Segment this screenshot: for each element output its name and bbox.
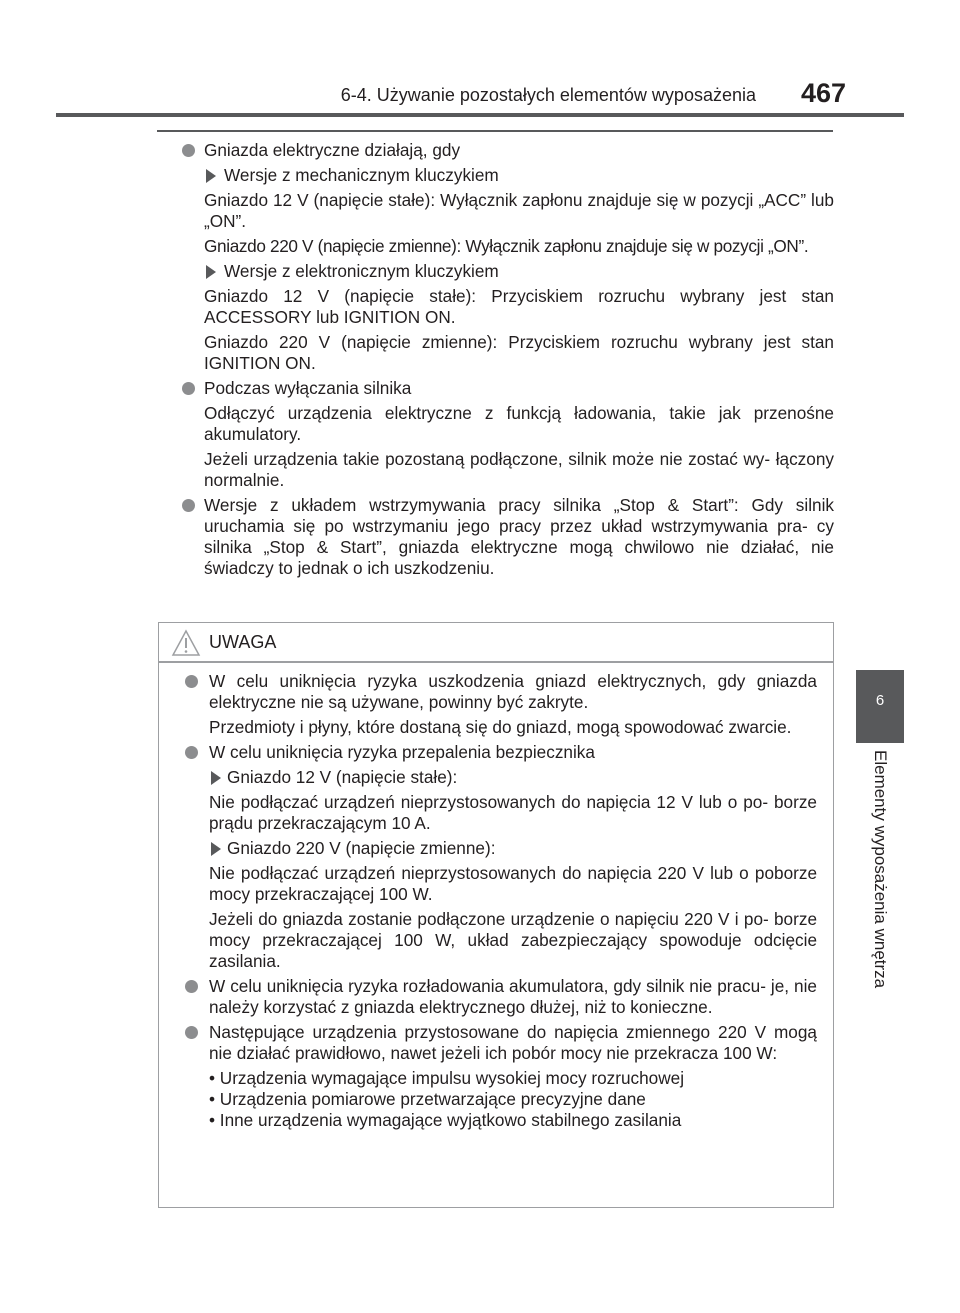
arrow-right-icon [206, 169, 216, 183]
paragraph: Jeżeli urządzenia takie pozostaną podłączone, silnik może nie zostać wy- łączony normalnie. [204, 449, 834, 490]
sub-heading [158, 165, 834, 186]
warning-bullet-item: Następujące urządzenia przystosowane do napięcia zmiennego 220 V mogą nie działać prawidłowo, nawet jeżeli ich pobór mocy nie przekracza 100 W: [159, 1022, 833, 1064]
side-chapter-tab [856, 670, 904, 743]
warning-header [159, 623, 833, 663]
arrow-right-icon [206, 265, 216, 279]
header-rule [56, 113, 904, 117]
warning-list [159, 1068, 833, 1131]
warning-sub-heading-text: Gniazdo 220 V (napięcie zmienne): [227, 838, 496, 858]
content-rule [157, 130, 833, 132]
chapter-number: 6 [875, 692, 885, 709]
header-title: 6-4. Używanie pozostałych elementów wyposażenia [340, 85, 756, 105]
warning-list-item: • Urządzenia pomiarowe przetwarzające precyzyjne dane [209, 1089, 646, 1109]
warning-sub-heading [159, 838, 833, 859]
sub-heading-text: Wersje z mechanicznym kluczykiem [224, 165, 499, 185]
warning-bullet-item: W celu uniknięcia ryzyka uszkodzenia gniazd elektrycznych, gdy gniazda elektryczne nie są używane, powinny być zakryte. [159, 671, 833, 713]
warning-body [159, 671, 833, 1135]
bullet-item: Wersje z układem wstrzymywania pracy silnika „Stop & Start”: Gdy silnik uruchamia się po wstrzymaniu jego pracy przez układ wstrzymywania pra- cy silnika „Stop & Start”, gniazda elektryczne mogą chwilowo nie działać, nie świadczy to jednak o ich uszkodzeniu. [158, 495, 834, 579]
paragraph: Gniazdo 220 V (napięcie zmienne): Przyciskiem rozruchu wybrany jest stan IGNITION ON. [204, 332, 834, 373]
warning-bullet-item: W celu uniknięcia ryzyka przepalenia bezpiecznika [159, 742, 833, 763]
sub-heading-text: Wersje z elektronicznym kluczykiem [224, 261, 499, 281]
warning-paragraph: Nie podłączać urządzeń nieprzystosowanych do napięcia 220 V lub o poborze mocy przekraczającej 100 W. [209, 863, 817, 904]
page-number: 467 [800, 78, 846, 108]
main-content [158, 140, 834, 583]
sub-heading [158, 261, 834, 282]
paragraph: Gniazdo 12 V (napięcie stałe): Przyciskiem rozruchu wybrany jest stan ACCESSORY lub IGNITION ON. [204, 286, 834, 327]
warning-label: UWAGA [209, 632, 277, 652]
warning-box [158, 622, 834, 1208]
paragraph: Odłączyć urządzenia elektryczne z funkcją ładowania, takie jak przenośne akumulatory. [204, 403, 834, 444]
warning-list-item: • Urządzenia wymagające impulsu wysokiej mocy rozruchowej [209, 1068, 685, 1088]
warning-paragraph: Nie podłączać urządzeń nieprzystosowanych do napięcia 12 V lub o po- borze prądu przekraczającym 10 A. [209, 792, 817, 833]
bullet-item: Podczas wyłączania silnika [158, 378, 834, 399]
arrow-right-icon [211, 771, 221, 785]
bullet-item: Gniazda elektryczne działają, gdy [158, 140, 834, 161]
warning-sub-heading-text: Gniazdo 12 V (napięcie stałe): [227, 767, 458, 787]
warning-sub-heading [159, 767, 833, 788]
warning-triangle-icon [171, 629, 201, 657]
paragraph: Gniazdo 12 V (napięcie stałe): Wyłącznik zapłonu znajduje się w pozycji „ACC” lub „ON”. [204, 190, 834, 231]
chapter-title: Elementy wyposażenia wnętrza [871, 750, 890, 989]
warning-paragraph: Przedmioty i płyny, które dostaną się do gniazd, mogą spowodować zwarcie. [209, 717, 792, 737]
warning-bullet-item: W celu uniknięcia ryzyka rozładowania akumulatora, gdy silnik nie pracu- je, nie należy korzystać z gniazda elektrycznego dłużej, niż to konieczne. [159, 976, 833, 1018]
warning-list-item: • Inne urządzenia wymagające wyjątkowo stabilnego zasilania [209, 1110, 682, 1130]
paragraph: Gniazdo 220 V (napięcie zmienne): Wyłącznik zapłonu znajduje się w pozycji „ON”. [204, 236, 809, 256]
warning-paragraph: Jeżeli do gniazda zostanie podłączone urządzenie o napięciu 220 V i po- borze mocy przekraczającej 100 W, układ zabezpieczający spowoduje odcięcie zasilania. [209, 909, 817, 971]
arrow-right-icon [211, 842, 221, 856]
